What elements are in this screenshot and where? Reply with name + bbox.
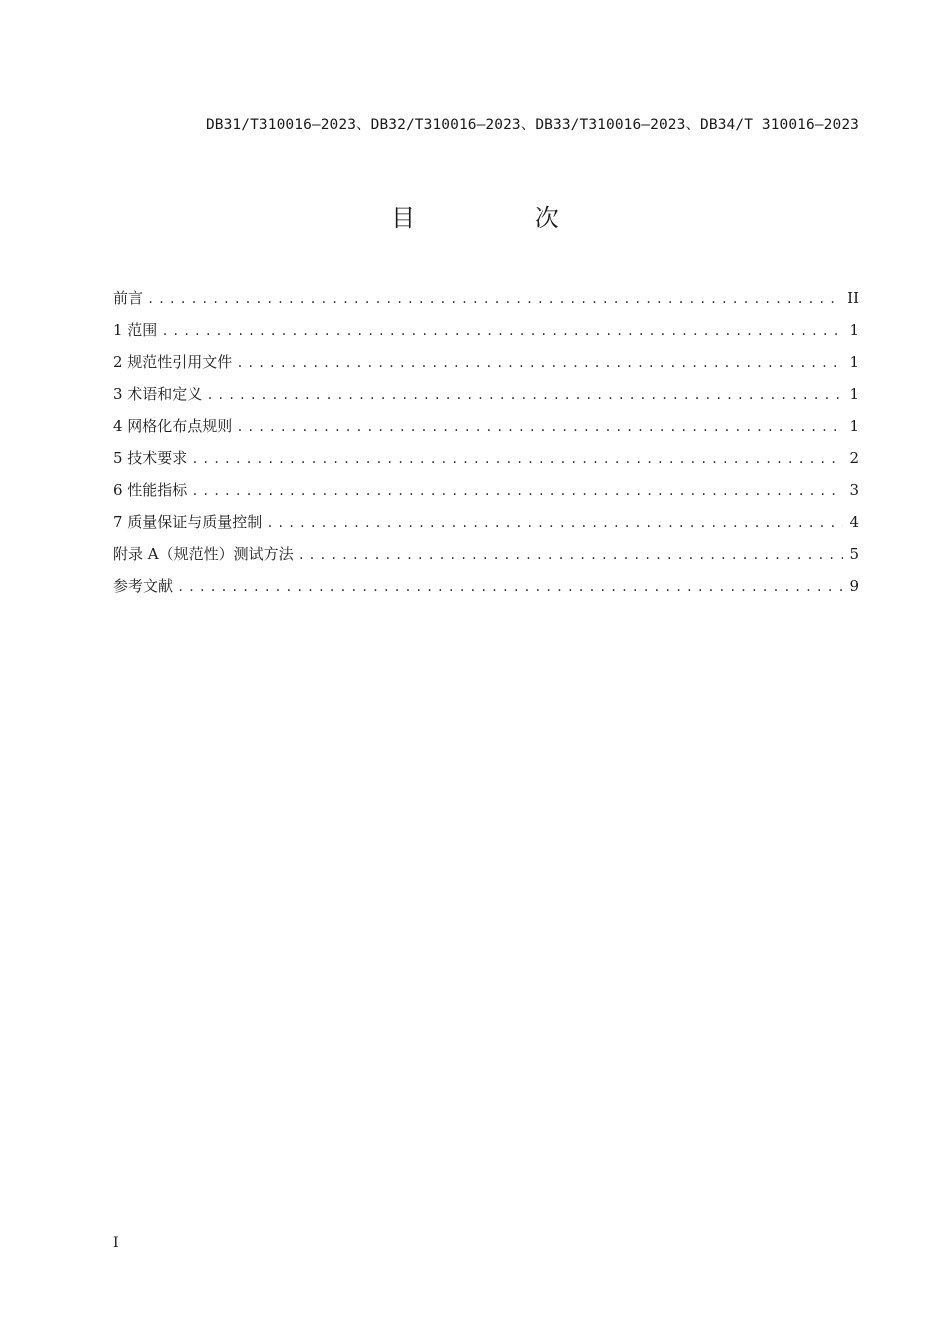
toc-dot-leader [236,415,843,439]
toc-dot-leader [298,543,843,567]
toc-entry-scope[interactable] [113,318,859,350]
toc-dot-leader [191,447,843,471]
toc-entry-label: 4 网格化布点规则 [113,417,233,435]
document-header-code: DB31/T310016—2023、DB32/T310016—2023、DB33/T310016—2023、DB34/T 310016—2023 [205,117,859,133]
toc-entry-foreword[interactable] [113,286,859,318]
toc-entry-label: 3 术语和定义 [113,385,203,403]
toc-entry-label: 2 规范性引用文件 [113,353,233,371]
toc-entry-grid-layout-rules[interactable] [113,414,859,446]
toc-dot-leader [147,287,841,311]
toc-entry-label: 7 质量保证与质量控制 [113,513,263,531]
toc-title: 目 次 [391,204,615,232]
toc-entry-page: 1 [849,321,859,339]
toc-entry-label: 1 范围 [113,321,158,339]
toc-dot-leader [177,575,843,599]
toc-entry-label: 参考文献 [113,577,174,595]
toc-entry-quality-assurance[interactable] [113,510,859,542]
toc-entry-label: 附录 A（规范性）测试方法 [113,545,294,563]
toc-entry-performance-indicators[interactable] [113,478,859,510]
toc-entry-label: 前言 [113,289,144,307]
toc-entry-page: 5 [849,545,859,563]
toc-dot-leader [266,511,843,535]
toc-dot-leader [236,351,843,375]
toc-entry-page: 1 [849,353,859,371]
toc-dot-leader [161,319,843,343]
toc-entry-page: 2 [849,449,859,467]
toc-entry-technical-requirements[interactable] [113,446,859,478]
toc-entry-page: 1 [849,385,859,403]
toc-entry-terms-definitions[interactable] [113,382,859,414]
toc-dot-leader [206,383,843,407]
toc-entry-appendix-a[interactable] [113,542,859,574]
toc-dot-leader [191,479,843,503]
toc-entry-page: II [847,289,859,307]
toc-entry-page: 4 [849,513,859,531]
page-number: I [113,1235,119,1251]
toc-entry-bibliography[interactable] [113,574,859,606]
toc-entry-page: 1 [849,417,859,435]
toc-entry-label: 6 性能指标 [113,481,188,499]
toc-list [113,286,859,606]
toc-entry-page: 3 [849,481,859,499]
toc-entry-normative-references[interactable] [113,350,859,382]
toc-entry-page: 9 [849,577,859,595]
toc-entry-label: 5 技术要求 [113,449,188,467]
